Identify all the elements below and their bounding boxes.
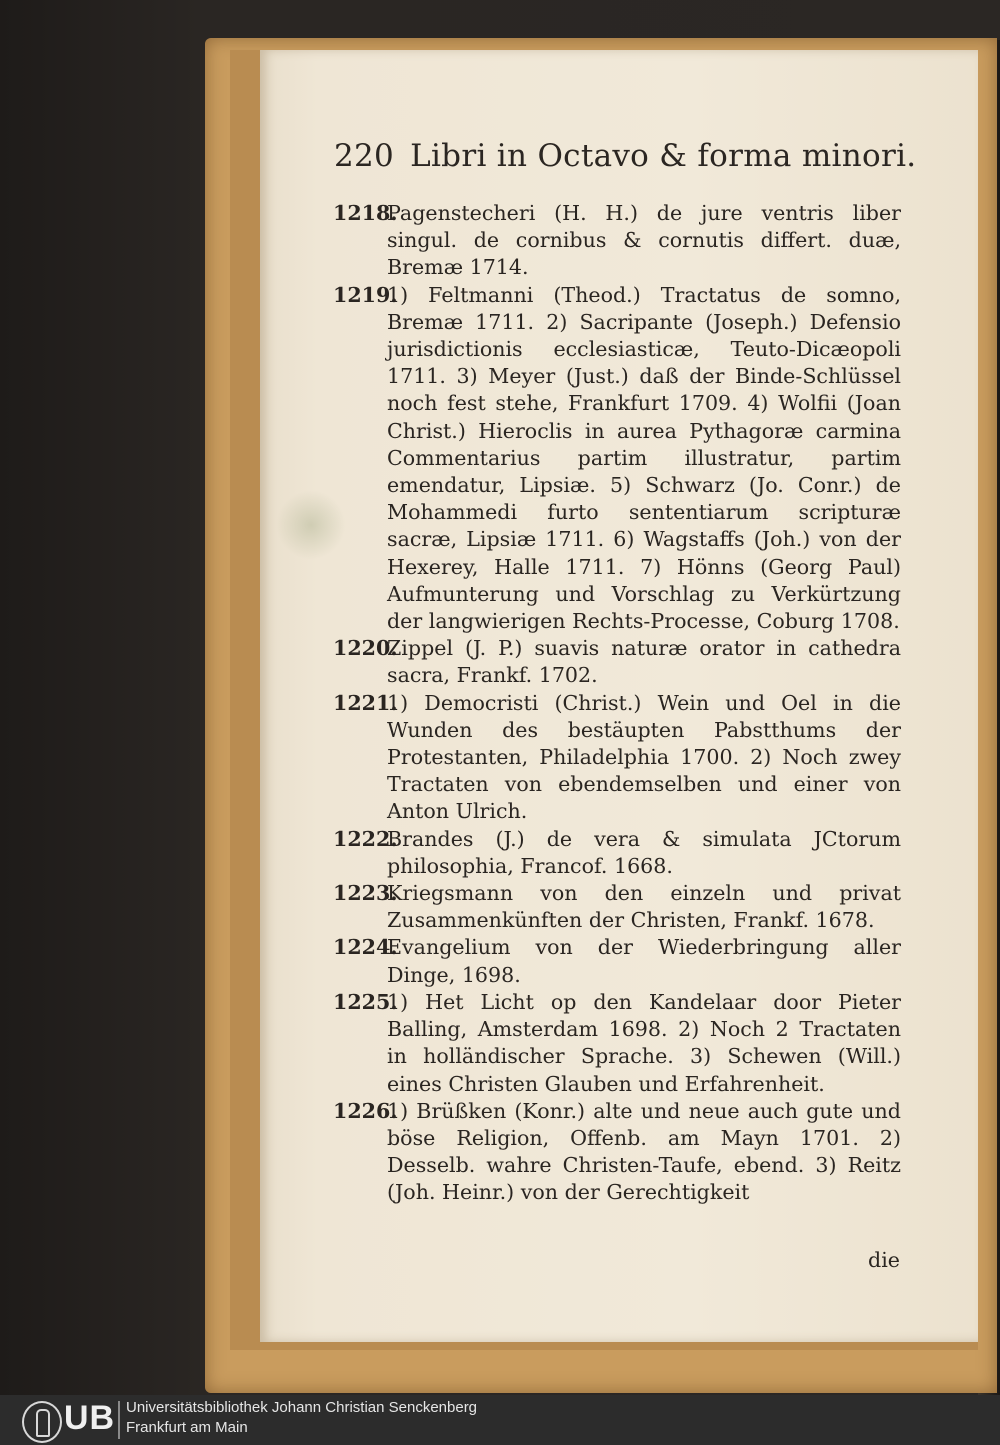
catalog-entry [333,200,901,282]
entry-number: 1218. [333,201,398,225]
entry-number: 1221. [333,690,398,715]
catalog-entry [333,826,901,880]
entry-text: 1) Feltmanni (Theod.) Tractatus de somno, Bremæ 1711. 2) Sacripante (Joseph.) Defensio jurisdictionis ecclesiasticæ, Teuto-Dicæopoli 1711. 3) Meyer (Just.) daß der Binde-Schlüssel noch fest stehe, Frankfurt 1709. 4) Wolfii (Joan Christ.) Hieroclis in aurea Pythagoræ carmina Commentarius partim illustratur, partim emendatur, Lipsiæ. 5) Schwarz (Jo. Conr.) de Mohammedi furto sententiarum scripturæ sacræ, Lipsiæ 1711. 6) Wagstaffs (Joh.) von der Hexerey, Halle 1711. 7) Hönns (Georg Paul) Aufmunterung und Vorschlag zu Verkürtzung der langwierigen Rechts-Processe, Coburg 1708. [387,282,901,634]
header-title: Libri in Octavo & forma minori. [410,138,917,174]
entry-text: Kriegsmann von den einzeln und privat Zusammenkünften der Christen, Frankf. 1678. [387,881,901,933]
library-location: Frankfurt am Main [126,1419,248,1436]
entry-number: 1226. [333,1098,398,1123]
entry-text: 1) Het Licht op den Kandelaar door Pieter Balling, Amsterdam 1698. 2) Noch 2 Tractaten in holländischer Sprache. 3) Schewen (Will.) eines Christen Glauben und Erfahrenheit. [387,989,901,1096]
running-header [334,138,934,178]
catalog-entry [333,880,901,934]
entry-number: 1224. [333,935,398,960]
library-logo[interactable]: UB [64,1399,116,1437]
entry-number: 1225. [333,989,398,1014]
entry-text: Brandes (J.) de vera & simulata JCtorum philosophia, Francof. 1668. [387,826,901,878]
entry-text: 1) Brüßken (Konr.) alte und neue auch gute und böse Religion, Offenb. am Mayn 1701. 2) Desselb. wahre Christen-Taufe, ebend. 3) Reitz (Joh. Heinr.) von der Gerechtigkeit [387,1098,901,1205]
entry-number: 1223. [333,881,398,906]
catalog-entry [333,989,901,1098]
page-number: 220 [334,138,395,174]
library-seal-icon [22,1401,62,1443]
footer-divider [118,1401,120,1439]
catalog-entries [333,200,901,1207]
catalog-entry [333,1098,901,1207]
catalog-entry [333,282,901,636]
entry-text: Evangelium von der Wiederbringung aller Dinge, 1698. [387,935,901,987]
library-name: Universitätsbibliothek Johann Christian Senckenberg [126,1399,478,1416]
entry-text: Pagenstecheri (H. H.) de jure ventris liber singul. de cornibus & cornutis differt. duæ, Bremæ 1714. [387,201,901,280]
library-footer [0,1395,1000,1445]
entry-text: Zippel (J. P.) suavis naturæ orator in cathedra sacra, Frankf. 1702. [387,636,901,688]
catchword: die [868,1248,900,1272]
catalog-entry [333,690,901,826]
catalog-entry [333,635,901,689]
entry-number: 1219. [333,282,398,307]
catalog-entry [333,934,901,988]
entry-number: 1222. [333,826,398,851]
entry-number: 1220. [333,636,398,661]
entry-text: 1) Democristi (Christ.) Wein und Oel in die Wunden des bestäupten Pabstthums der Protestanten, Philadelphia 1700. 2) Noch zwey Tractaten von ebendemselben und einer von Anton Ulrich. [387,690,901,824]
